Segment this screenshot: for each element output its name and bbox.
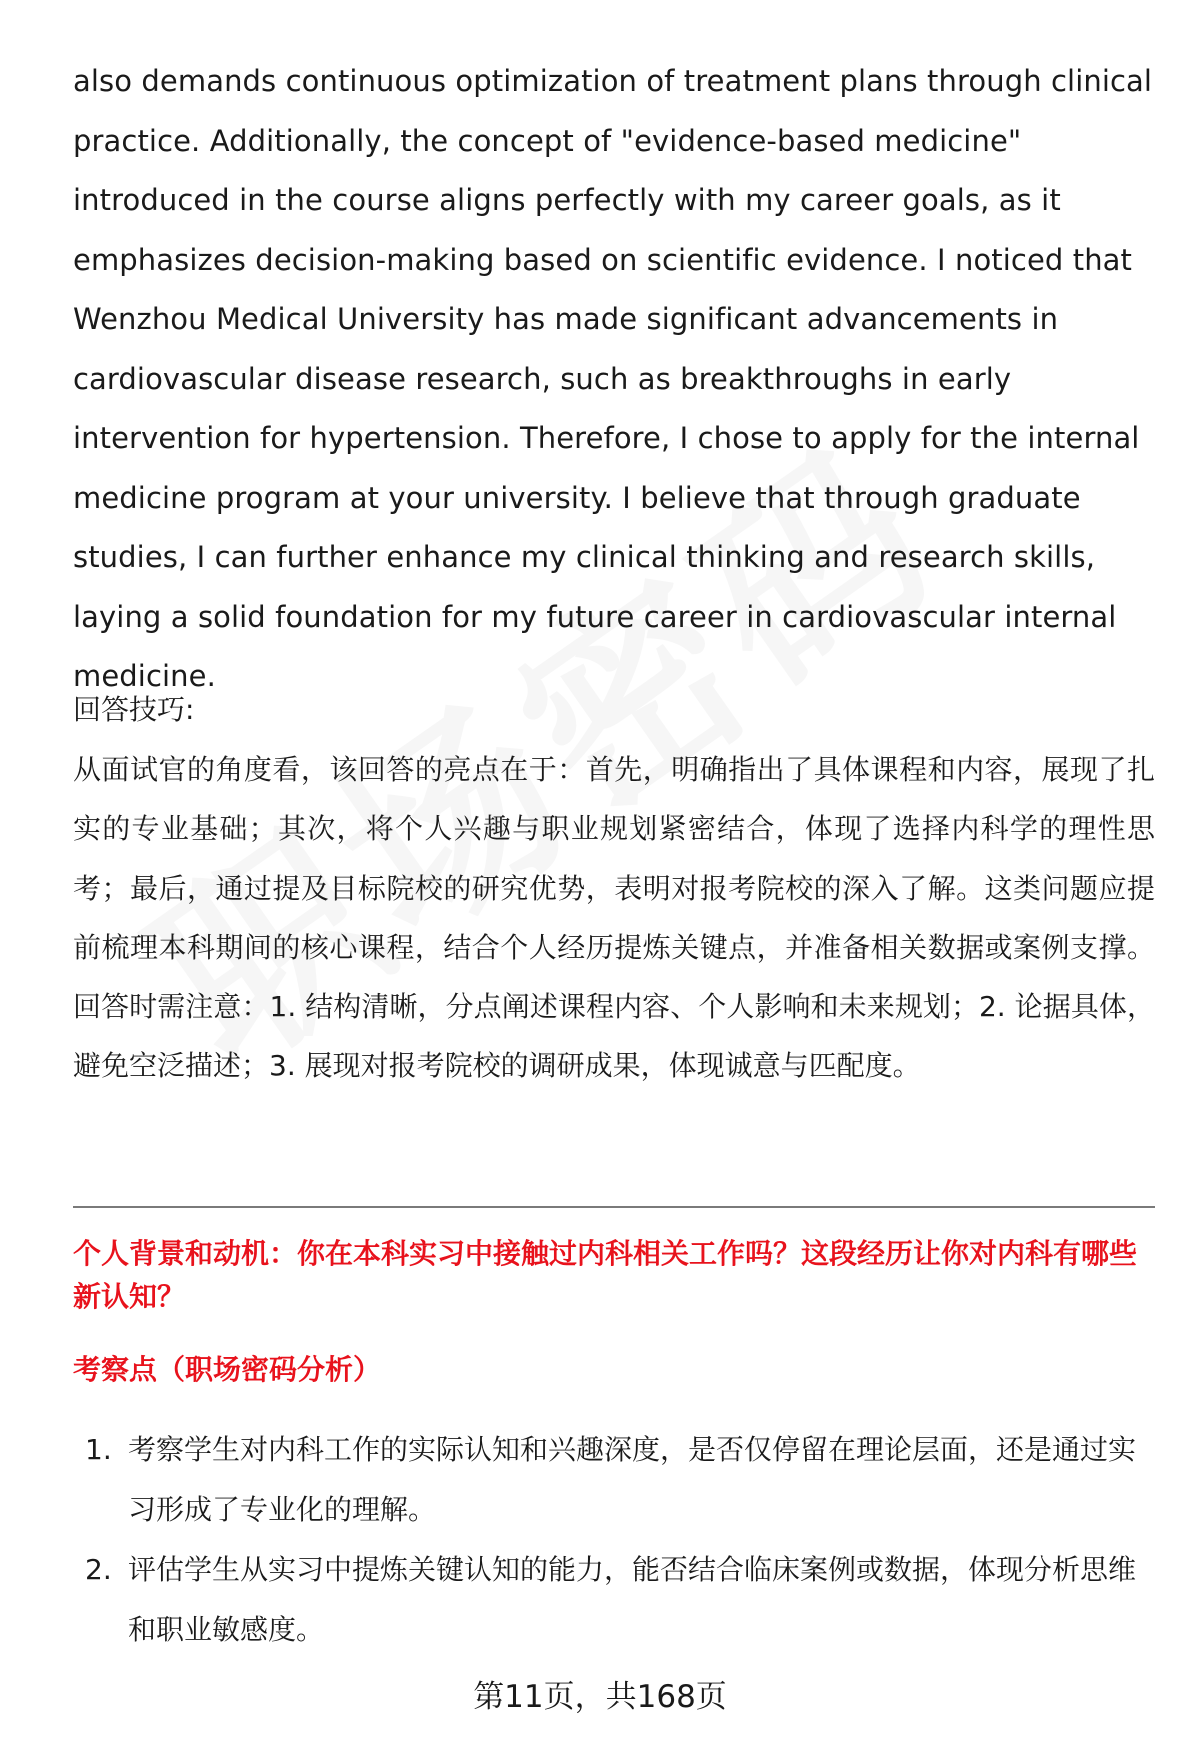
section-divider [73,1206,1155,1208]
assessment-heading: 考察点（职场密码分析） [73,1353,382,1386]
list-item [73,1540,1155,1660]
english-answer-paragraph: also demands continuous optimization of treatment plans through clinical practice. Additionally, the concept of "evidence-based medicine" introduced in the course aligns perfectly with my career goals, as it emphasizes decision-making based on scientific evidence. I noticed that Wenzhou Medical University has made significant advancements in cardiovascular disease research, such as breakthroughs in early intervention for hypertension. Therefore, I chose to apply for the internal medicine program at your university. I believe that through graduate studies, I can further enhance my clinical thinking and research skills, laying a solid foundation for my future career in cardiovascular internal medicine. [73,64,1153,693]
answer-tips-heading: 回答技巧: [73,693,195,726]
assessment-list [73,1420,1155,1660]
interview-question: 个人背景和动机：你在本科实习中接触过内科相关工作吗？这段经历让你对内科有哪些新认知？ [73,1237,1138,1313]
list-item-text: 评估学生从实习中提炼关键认知的能力，能否结合临床案例或数据，体现分析思维和职业敏感度。 [128,1553,1137,1646]
page-number: 第11页，共168页 [473,1679,727,1715]
list-item-number: 2. [85,1553,112,1586]
list-item [73,1420,1155,1540]
list-item-text: 考察学生对内科工作的实际认知和兴趣深度，是否仅停留在理论层面，还是通过实习形成了专业化的理解。 [128,1433,1137,1526]
answer-tips-body: 从面试官的角度看，该回答的亮点在于：首先，明确指出了具体课程和内容，展现了扎实的专业基础；其次，将个人兴趣与职业规划紧密结合，体现了选择内科学的理性思考；最后，通过提及目标院校的研究优势，表明对报考院校的深入了解。这类问题应提前梳理本科期间的核心课程，结合个人经历提炼关键点，并准备相关数据或案例支撑。回答时需注意：1. 结构清晰，分点阐述课程内容、个人影响和未来规划；2. 论据具体，避免空泛描述；3. 展现对报考院校的调研成果，体现诚意与匹配度。 [73,753,1155,1083]
list-item-number: 1. [85,1433,112,1466]
